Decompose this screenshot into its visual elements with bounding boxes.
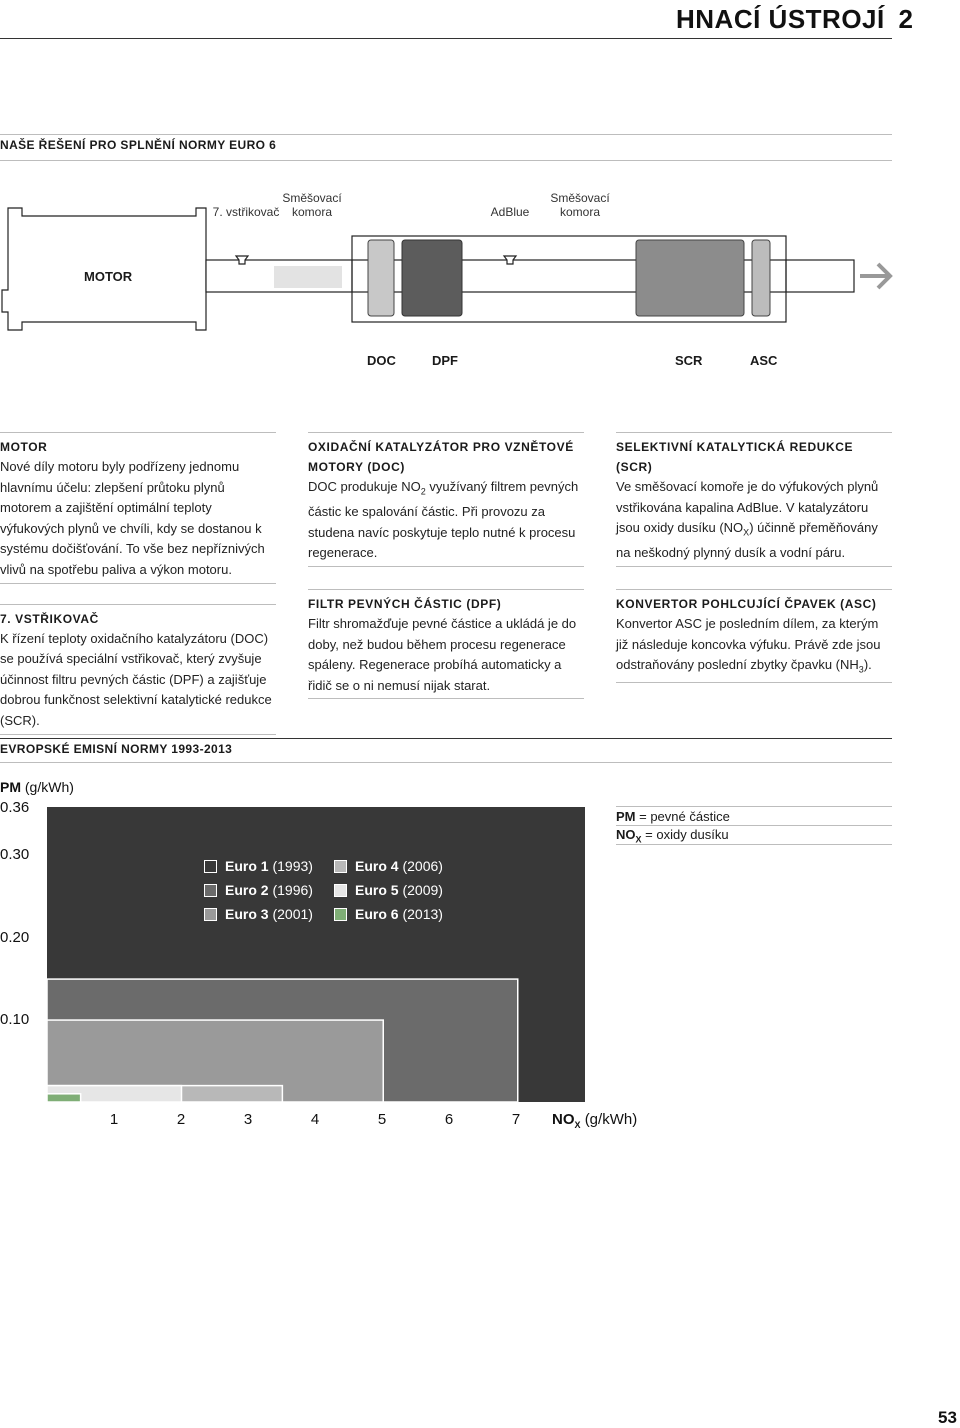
- legend-year: (1993): [272, 858, 313, 874]
- motor-heading: MOTOR: [0, 440, 48, 454]
- legend-text: [355, 858, 443, 874]
- header-rule: [0, 38, 892, 39]
- scr-heading: SELEKTIVNÍ KATALYTICKÁ REDUKCE (SCR): [616, 440, 854, 474]
- x-tick-label: 4: [310, 1111, 320, 1128]
- x-axis-label-unit: (g/kWh): [584, 1111, 638, 1128]
- legend-text: [225, 858, 313, 874]
- x-axis-label-sub: X: [574, 1120, 581, 1130]
- legend-item: [334, 906, 443, 922]
- legend-year: (2013): [402, 906, 443, 922]
- x-axis-label: [552, 1111, 637, 1130]
- legend-text: [355, 906, 443, 922]
- page-number: 53: [938, 1408, 957, 1427]
- asc-heading: KONVERTOR POHLCUJÍCÍ ČPAVEK (ASC): [616, 596, 877, 611]
- doc-body-part1: DOC produkuje NO: [308, 479, 421, 494]
- legend-item: [204, 882, 313, 898]
- y-tick-label: 0.36: [0, 799, 30, 816]
- legend-swatch: [204, 908, 217, 921]
- legend-name: Euro 5: [355, 882, 399, 898]
- doc-block: [368, 240, 394, 316]
- injector-block: [0, 604, 276, 735]
- asc-body: [616, 614, 892, 683]
- y-tick-label: 0.20: [0, 929, 30, 946]
- asc-block-text: [616, 589, 892, 683]
- text-column-1: [0, 432, 276, 757]
- chapter-number: 2: [898, 4, 914, 34]
- legend-item: [204, 858, 313, 874]
- label-motor: MOTOR: [84, 269, 133, 284]
- dpf-body: Filtr shromažďuje pevné částice a ukládá je do doby, než budou během procesu regenerace spáleny. Regenerace probíhá automaticky a řidič se o ni nemusí nijak starat.: [308, 614, 584, 699]
- legend-name: Euro 1: [225, 858, 269, 874]
- scr-body-sub: X: [743, 527, 750, 538]
- def-pm: [616, 809, 730, 824]
- exhaust-system-drawing: [0, 200, 900, 350]
- legend-text: [355, 882, 443, 898]
- asc-block: [752, 240, 770, 316]
- text-column-3: [616, 432, 892, 705]
- x-tick-label: 1: [109, 1111, 119, 1128]
- section1-bottom-rule: [0, 160, 892, 161]
- def-nox-bold: NO: [616, 827, 636, 842]
- asc-body-part2: ).: [863, 657, 872, 673]
- legend-item: [204, 906, 313, 922]
- legend-swatch: [334, 908, 347, 921]
- page-title-text: HNACÍ ÚSTROJÍ: [676, 4, 885, 34]
- legend-name: Euro 6: [355, 906, 399, 922]
- def-nox-sub: X: [635, 834, 642, 845]
- section2-heading: EVROPSKÉ EMISNÍ NORMY 1993-2013: [0, 742, 233, 756]
- legend-swatch: [204, 884, 217, 897]
- motor-block: [0, 432, 276, 584]
- scr-body-part1: Ve směšovací komoře je do výfukových plynů vstřikována kapalina AdBlue. V katalyzátoru jsou oxidy dusíku (NO: [616, 479, 879, 536]
- outflow-arrow-icon: [860, 264, 890, 288]
- y-axis-label: [0, 779, 74, 795]
- legend-name: Euro 4: [355, 858, 399, 874]
- legend-item: [334, 882, 443, 898]
- defs-mid-rule: [616, 825, 892, 826]
- mixing-chamber-1-box: [274, 266, 342, 288]
- motor-body: Nové díly motoru byly podřízeny jednomu hlavnímu účelu: zlepšení průtoku plynů motorem a zajištění optimální teploty výfukových plynů ve chvíli, kdy se dostanou k systému dočišťování. To vše bez nepříznivých vlivů na spotřebu paliva a výkon motoru.: [0, 457, 276, 584]
- defs-bottom-rule: [616, 844, 892, 845]
- injector-heading: 7. VSTŘIKOVAČ: [0, 611, 99, 626]
- x-axis-label-bold: NO: [552, 1111, 575, 1128]
- doc-heading: OXIDAČNÍ KATALYZÁTOR PRO VZNĚTOVÉ MOTORY (DOC): [308, 440, 574, 474]
- label-doc: DOC: [367, 353, 396, 368]
- label-injector: 7. vstřikovač: [212, 205, 280, 219]
- label-mixing-chamber-1-line1: Směšovací: [282, 191, 342, 205]
- asc-body-part1: Konvertor ASC je posledním dílem, za kterým již následuje koncovka výfuku. Právě zde jsou odstraňovány poslední zbytky čpavku (NH: [616, 615, 881, 673]
- doc-body-sub: 2: [420, 486, 426, 497]
- dpf-heading: FILTR PEVNÝCH ČÁSTIC (DPF): [308, 596, 502, 611]
- page-title: [676, 4, 913, 35]
- label-scr: SCR: [675, 353, 703, 368]
- injector-body: K řízení teploty oxidačního katalyzátoru (DOC) se používá speciální vstřikovač, který zvyšuje účinnost filtru pevných částic (DPF) a zajišťuje dobrou funkčnost selektivní katalytické redukce (SCR).: [0, 629, 276, 735]
- x-tick-label: 2: [176, 1111, 186, 1128]
- x-tick-label: 6: [444, 1111, 454, 1128]
- y-tick-label: 0.10: [0, 1011, 30, 1028]
- legend-swatch: [334, 884, 347, 897]
- legend-year: (2009): [402, 882, 443, 898]
- def-pm-text: = pevné částice: [639, 809, 730, 824]
- section2-bottom-rule: [0, 762, 892, 763]
- label-asc: ASC: [750, 353, 778, 368]
- section1-top-rule: [0, 134, 892, 135]
- doc-body-part2: využívaný filtrem pevných částic ke spalování částic. Při provozu za studena navíc poskytuje teplo nutné k procesu regenerace.: [308, 479, 579, 561]
- label-mixing-chamber-2-line2: komora: [559, 205, 600, 219]
- section1-heading: NAŠE ŘEŠENÍ PRO SPLNĚNÍ NORMY EURO 6: [0, 138, 277, 152]
- legend-name: Euro 3: [225, 906, 269, 922]
- x-tick-label: 5: [377, 1111, 387, 1128]
- legend-swatch: [334, 860, 347, 873]
- emission-chart: [47, 807, 585, 1102]
- def-nox-text: = oxidy dusíku: [645, 827, 729, 842]
- dpf-block: [402, 240, 462, 316]
- scr-block-text: [616, 432, 892, 567]
- doc-block-text: [308, 432, 584, 567]
- label-adblue: AdBlue: [490, 205, 530, 219]
- legend-name: Euro 2: [225, 882, 269, 898]
- def-pm-bold: PM: [616, 809, 636, 824]
- label-dpf: DPF: [432, 353, 458, 368]
- legend-year: (2001): [272, 906, 313, 922]
- legend-item: [334, 858, 443, 874]
- legend-text: [225, 906, 313, 922]
- legend-year: (2006): [402, 858, 443, 874]
- label-mixing-chamber-1-line2: komora: [291, 205, 332, 219]
- x-tick-label: 3: [243, 1111, 253, 1128]
- x-tick-label: 7: [511, 1111, 521, 1128]
- asc-body-sub: 3: [858, 664, 864, 675]
- scr-body-part2: ) účinně přeměňovány na neškodný plynný dusík a vodní páru.: [616, 520, 878, 561]
- y-axis-label-bold: PM: [0, 779, 21, 795]
- doc-body: [308, 477, 584, 567]
- y-axis-label-unit: (g/kWh): [24, 779, 74, 795]
- scr-body: [616, 477, 892, 567]
- dpf-block-text: [308, 589, 584, 699]
- legend-swatch: [204, 860, 217, 873]
- scr-block: [636, 240, 744, 316]
- emission-area-euro-6: [47, 1094, 81, 1102]
- legend-year: (1996): [272, 882, 313, 898]
- text-column-2: [308, 432, 584, 721]
- label-mixing-chamber-2-line1: Směšovací: [550, 191, 610, 205]
- defs-top-rule: [616, 806, 892, 807]
- y-tick-label: 0.30: [0, 846, 30, 863]
- legend-text: [225, 882, 313, 898]
- section2-top-rule: [0, 738, 892, 739]
- def-nox: [616, 827, 729, 845]
